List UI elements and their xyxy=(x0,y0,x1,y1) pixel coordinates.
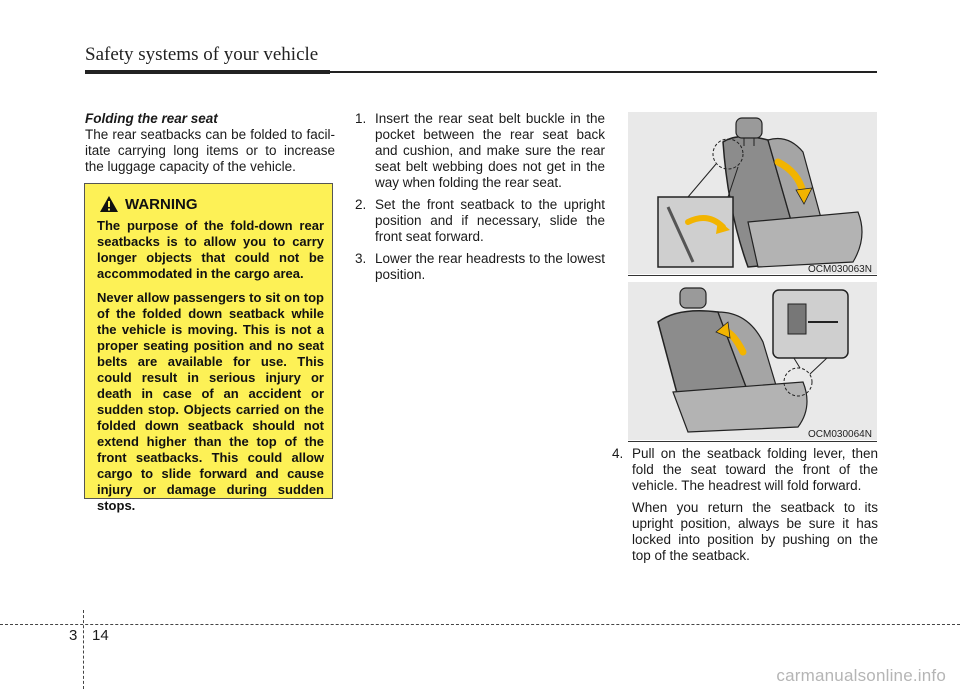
header-rule xyxy=(85,70,330,74)
footer-divider xyxy=(83,610,85,689)
step-number: 3. xyxy=(355,251,367,266)
step-text: Pull on the seatback folding lever, then fold the seat toward the front of the vehicle. The headrest will fold forward. xyxy=(632,446,878,493)
step-number: 4. xyxy=(612,446,624,461)
seat-fold-lever-illustration xyxy=(628,282,877,440)
footer-rule xyxy=(0,624,960,625)
warning-box xyxy=(84,183,333,513)
figure-divider xyxy=(628,441,877,442)
page-header-title: Safety systems of your vehicle xyxy=(85,44,319,65)
warning-body xyxy=(97,218,324,522)
list-item xyxy=(355,111,605,191)
list-item xyxy=(355,197,605,245)
warning-triangle-icon xyxy=(99,195,119,213)
warning-title: WARNING xyxy=(125,195,198,213)
figure-caption: OCM030064N xyxy=(808,429,872,440)
page-number: 14 xyxy=(92,627,109,644)
step-4 xyxy=(612,446,878,570)
step-number: 2. xyxy=(355,197,367,212)
list-item xyxy=(612,446,878,564)
section-intro: The rear seatbacks can be folded to facil-itate carrying long items or to increase the luggage capacity of the vehicle. xyxy=(85,127,335,174)
seat-headrest-illustration xyxy=(628,112,877,274)
list-item xyxy=(355,251,605,283)
step-text: Lower the rear headrests to the lowest position. xyxy=(375,251,605,282)
step-number: 1. xyxy=(355,111,367,126)
watermark: carmanualsonline.info xyxy=(776,666,946,685)
warning-paragraph: Never allow passengers to sit on top of the folded down seatback while the vehicle is moving. This is not a proper seating position and no seat belts are available for use. This could result in serious injury or death in case of an accident or sudden stop. Objects carried on the folded down seatback should not extend higher than the top of the front seatbacks. This could allow cargo to slide forward and cause injury or damage during sudden stops. xyxy=(97,290,324,513)
header-rule-thin xyxy=(330,71,877,73)
step-text: Set the front seatback to the upright position and if necessary, slide the front seat forward. xyxy=(375,197,605,244)
section-title: Folding the rear seat xyxy=(85,111,218,126)
step-note: When you return the seatback to its upright position, always be sure it has locked into position by pushing on the top of the seatback. xyxy=(632,500,878,563)
chapter-number: 3 xyxy=(69,627,78,644)
warning-paragraph: The purpose of the fold-down rear seatbacks is to allow you to carry longer objects that could not be accommodated in the cargo area. xyxy=(97,218,324,281)
figure-divider xyxy=(628,275,877,276)
steps-list xyxy=(355,111,605,289)
figure-caption: OCM030063N xyxy=(808,264,872,275)
step-text: Insert the rear seat belt buckle in the pocket between the rear seat back and cushion, and make sure the rear seat belt webbing does not get in the way when folding the rear seat. xyxy=(375,111,605,190)
